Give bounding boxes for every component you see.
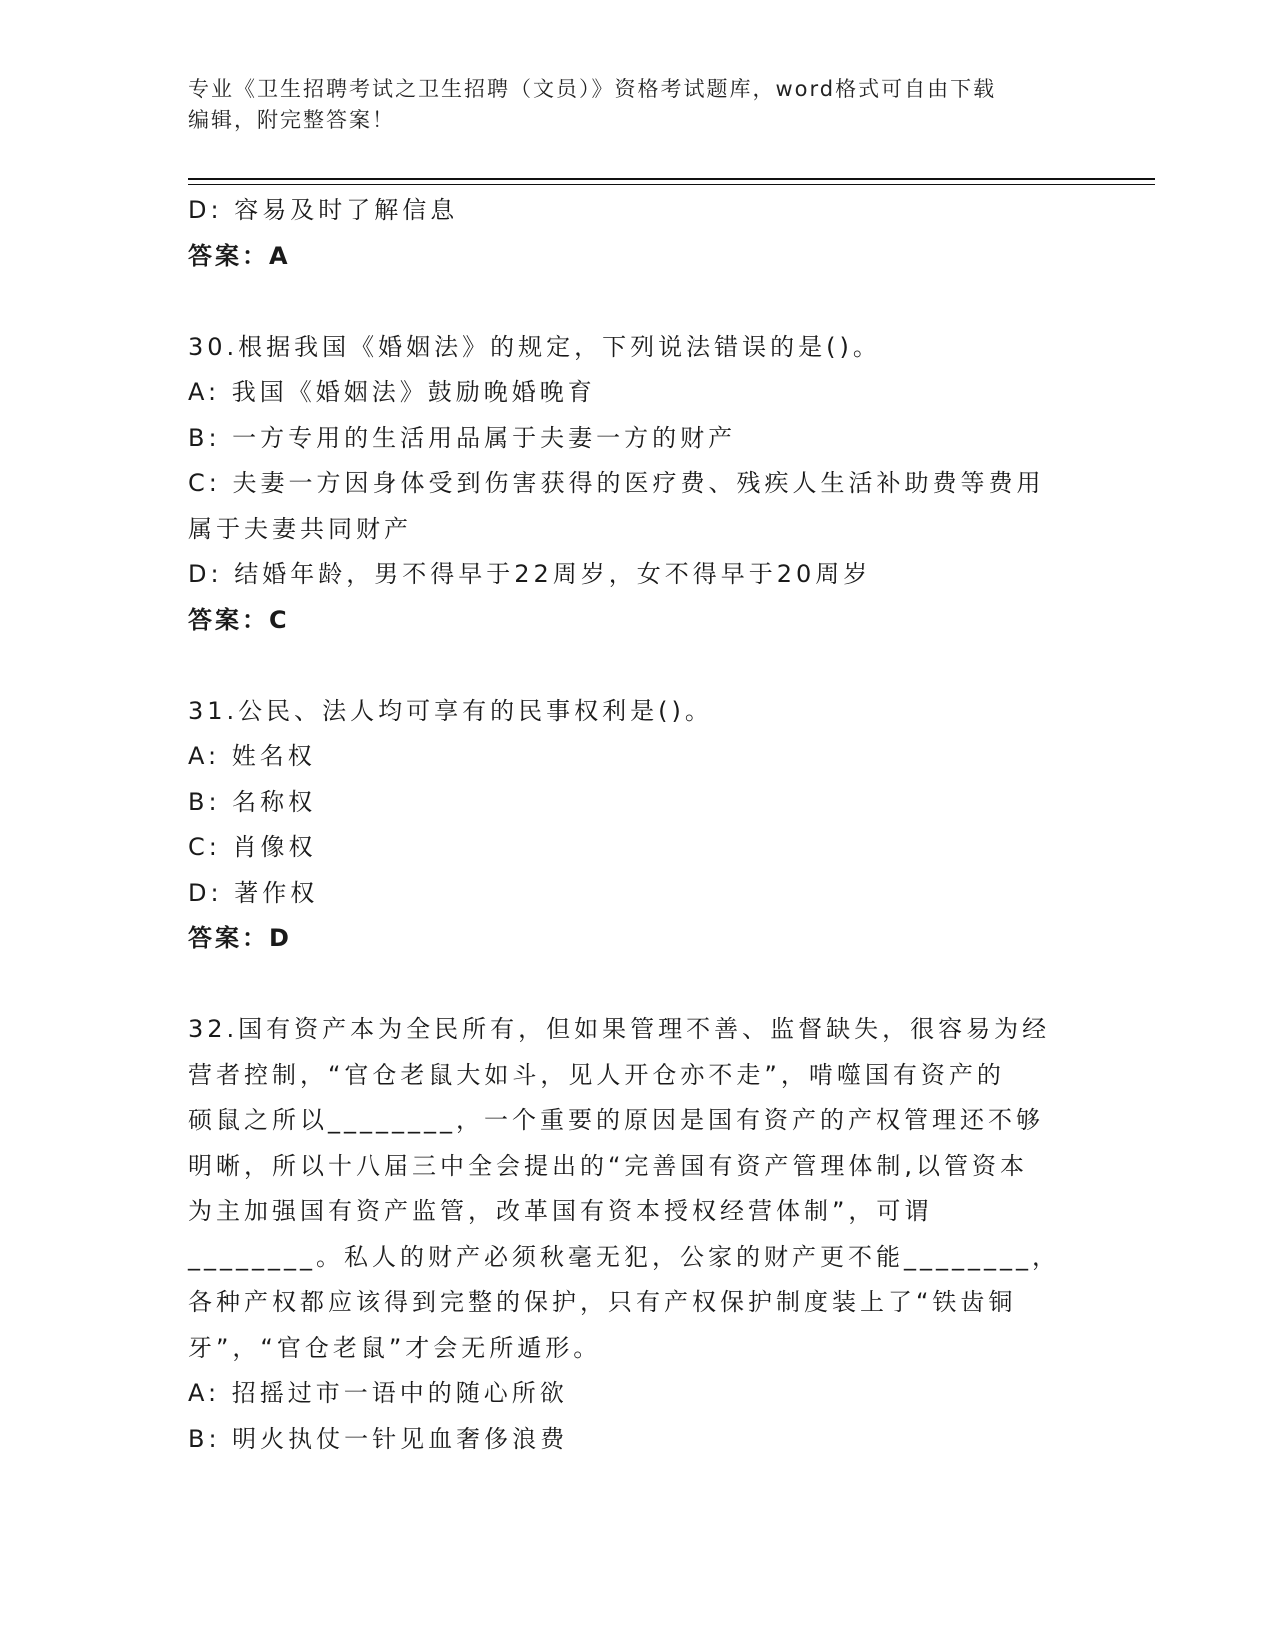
question-stem: 30.根据我国《婚姻法》的规定，下列说法错误的是()。 [188,332,881,361]
question-stem-line: 明晰，所以十八届三中全会提出的“完善国有资产管理体制,以管资本 [188,1151,1029,1180]
question-30 [188,325,1088,644]
header-divider-thick [188,178,1155,180]
question-stem: 31.公民、法人均可享有的民事权利是()。 [188,696,713,725]
option-d: D: 结婚年龄，男不得早于22周岁，女不得早于20周岁 [188,560,872,588]
question-stem-line: 各种产权都应该得到完整的保护，只有产权保护制度装上了“铁齿铜 [188,1288,1017,1316]
question-stem-line: 为主加强国有资产监管，改革国有资本授权经营体制”，可谓 [188,1197,933,1225]
question-stem-line: ________。私人的财产必须秋毫无犯，公家的财产更不能________， [188,1242,1060,1271]
option-c: C: 夫妻一方因身体受到伤害获得的医疗费、残疾人生活补助费等费用 [188,469,1045,497]
option-b: B: 一方专用的生活用品属于夫妻一方的财产 [188,423,737,452]
spacer [188,279,1088,325]
page-header [188,74,1088,136]
option-a: A: 招摇过市一语中的随心所欲 [188,1379,568,1407]
option-d: D: 著作权 [188,878,319,907]
question-stem-line: 硕鼠之所以________，一个重要的原因是国有资产的产权管理还不够 [188,1106,1044,1134]
answer: 答案：D [188,924,292,952]
prev-answer: 答案：A [188,241,291,270]
prev-option-d: D: 容易及时了解信息 [188,196,459,224]
header-line-2: 编辑，附完整答案！ [188,108,395,132]
option-a: A: 姓名权 [188,742,316,770]
question-content [188,188,1088,1462]
option-c: C: 肖像权 [188,833,317,861]
spacer [188,962,1088,1008]
option-b: B: 名称权 [188,787,317,816]
answer: 答案：C [188,605,290,634]
question-31 [188,689,1088,962]
spacer [188,643,1088,689]
question-stem-line: 营者控制，“官仓老鼠大如斗，见人开仓亦不走”，啃噬国有资产的 [188,1060,1005,1089]
option-a: A: 我国《婚姻法》鼓励晚婚晚育 [188,378,596,406]
header-line-1: 专业《卫生招聘考试之卫生招聘（文员）》资格考试题库，word格式可自由下载 [188,77,997,101]
question-stem-line: 32.国有资产本为全民所有，但如果管理不善、监督缺失，很容易为经 [188,1015,1051,1043]
option-b: B: 明火执仗一针见血奢侈浪费 [188,1424,569,1453]
option-c-continued: 属于夫妻共同财产 [188,514,412,543]
question-stem-line: 牙”，“官仓老鼠”才会无所遁形。 [188,1333,602,1362]
header-divider-thin [188,184,1155,185]
question-32 [188,1007,1088,1462]
